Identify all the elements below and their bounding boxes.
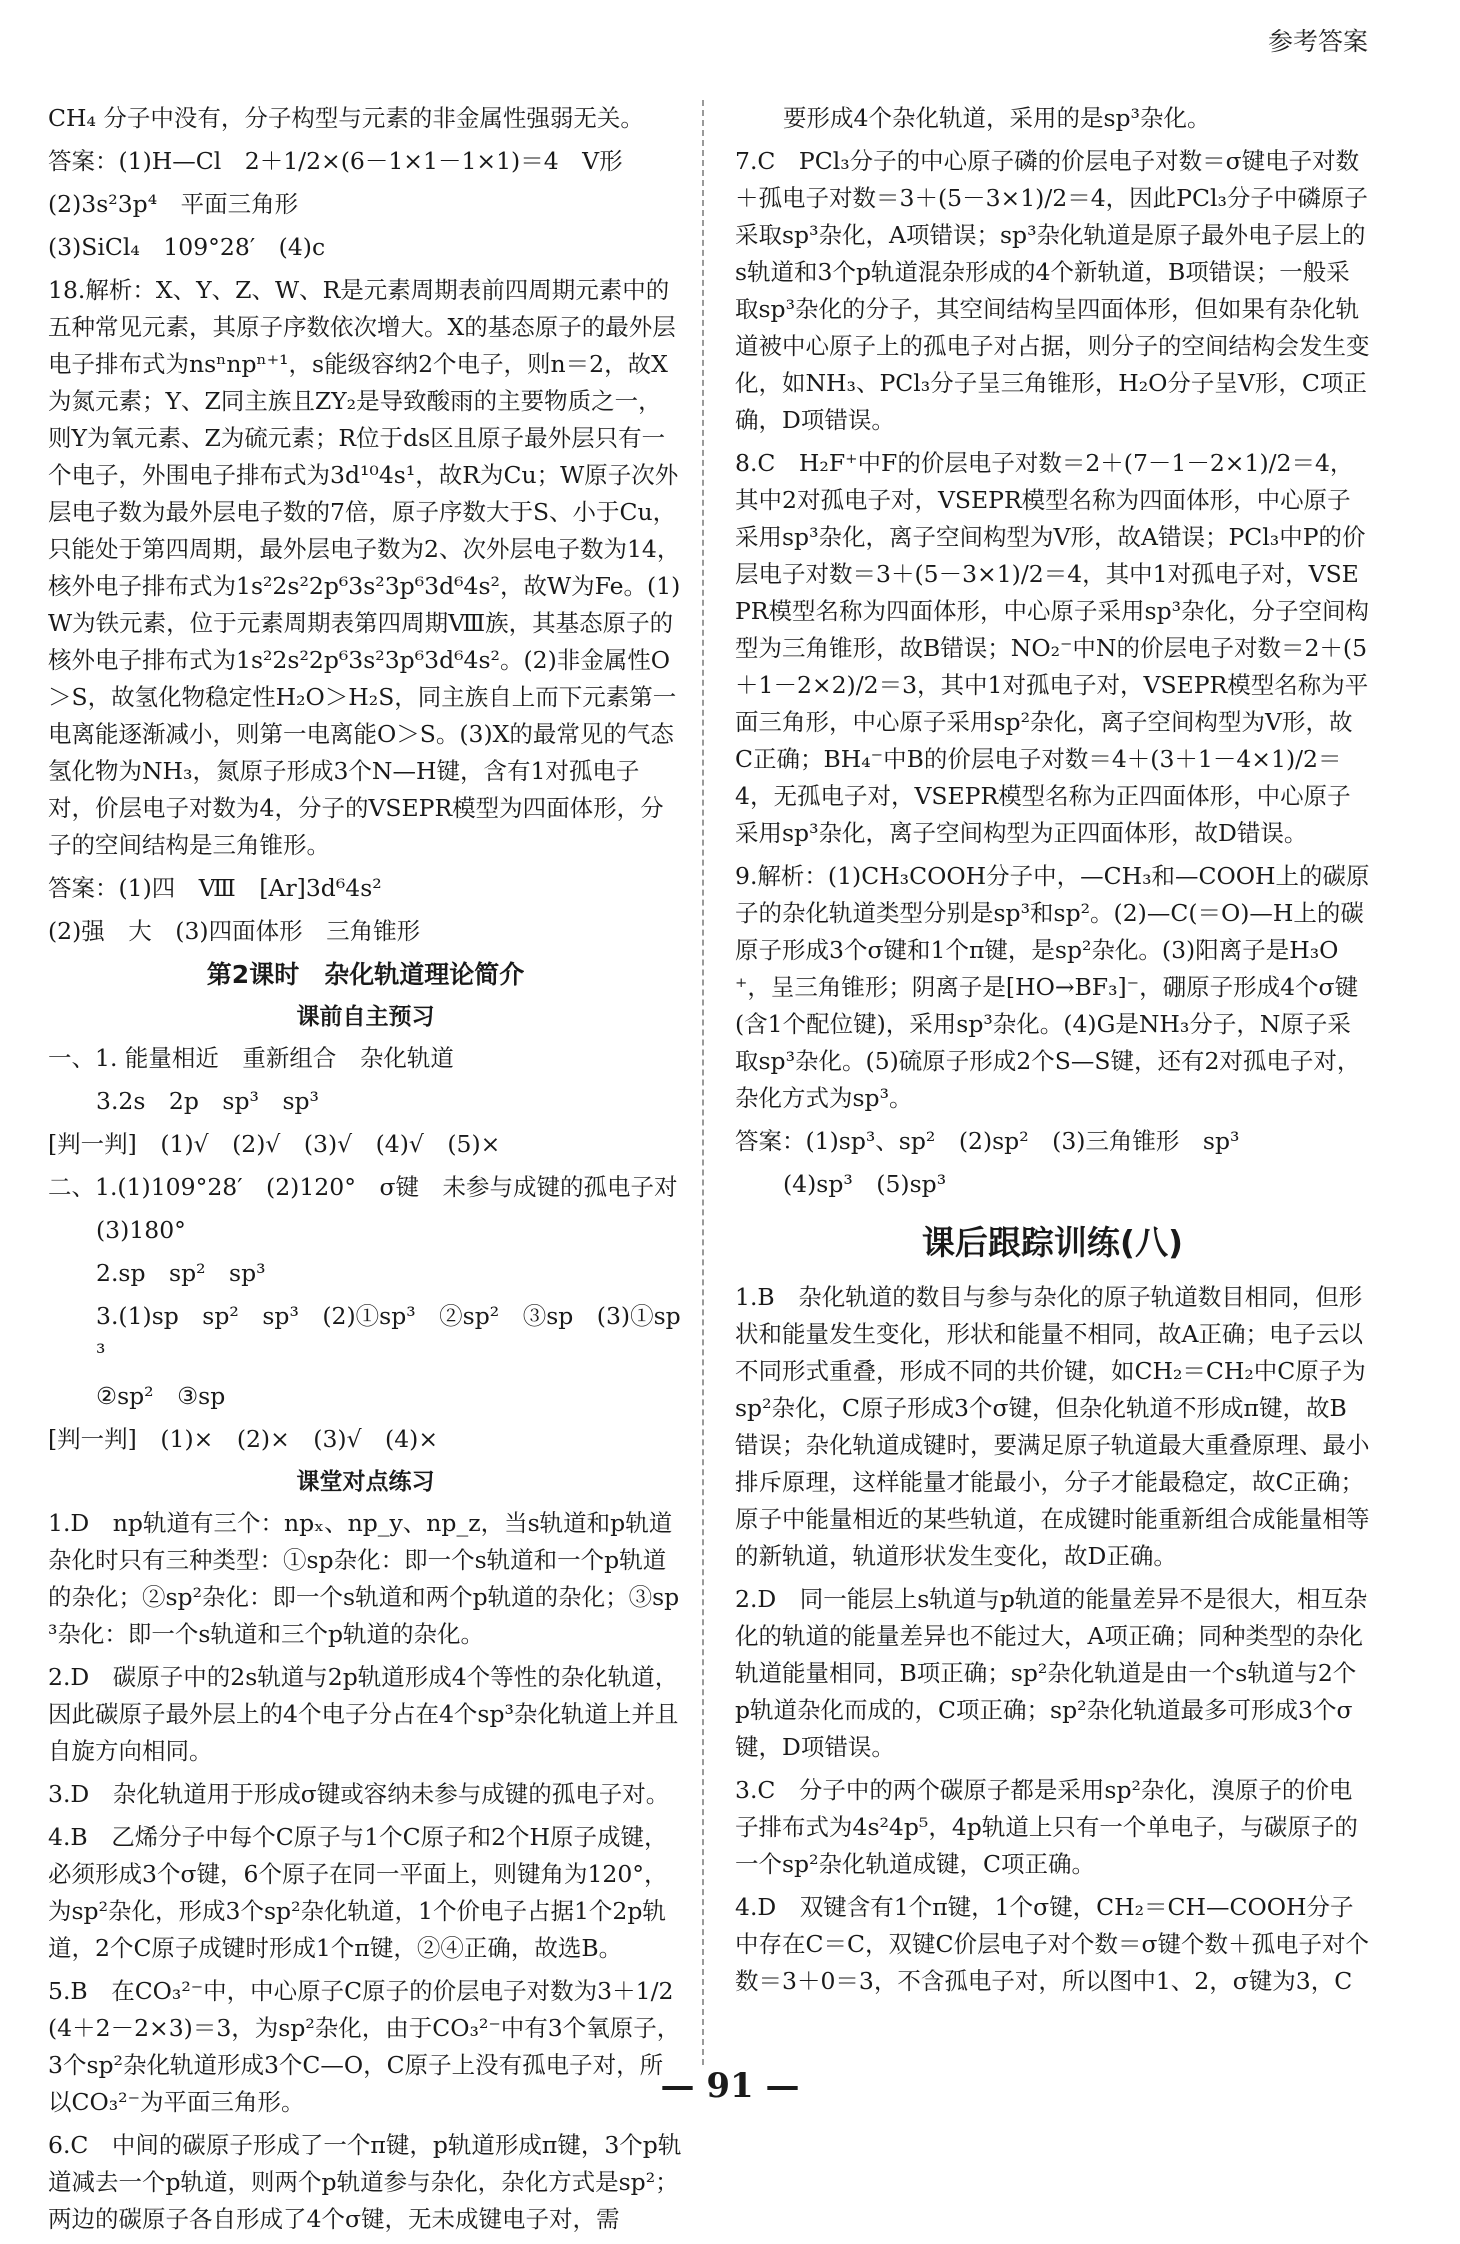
question-item: 9.解析：(1)CH₃COOH分子中，—CH₃和—COOH上的碳原子的杂化轨道类型分别是sp³和sp²。(2)—C(＝O)—H上的碳原子形成3个σ键和1个π键，是sp²杂化。(3)阳离子是H₃O⁺，呈三角锥形；阴离子是[HO→BF₃]⁻，硼原子形成4个σ键(含1个配位键)，采用sp³杂化。(4)G是NH₃分子，N原子采取sp³杂化。(5)硫原子形成2个S—S键，还有2对孤电子对，杂化方式为sp³。	[735, 862, 1370, 1112]
list-item: 一、1. 能量相近 重新组合 杂化轨道	[48, 1044, 454, 1072]
subsection-title: 课前自主预习	[296, 1004, 435, 1030]
question-item: 4.D 双键含有1个π键，1个σ键，CH₂＝CH—COOH分子中存在C＝C，双键C价层电子对个数＝σ键个数＋孤电子对个数＝3＋0＝3，不含孤电子对，所以图中1、2，σ键为3，C	[735, 1893, 1369, 1995]
answer: 答案：(1)四 Ⅷ [Ar]3d⁶4s²	[48, 874, 382, 902]
answer-line: (2)强 大 (3)四面体形 三角锥形	[48, 917, 421, 945]
question-item: 6.C 中间的碳原子形成了一个π键，p轨道形成π键，3个p轨道减去一个p轨道，则两个p轨道参与杂化，杂化方式是sp²；两边的碳原子各自形成了4个σ键，无未成键电子对，需	[48, 2131, 682, 2233]
answer: 答案：(1)H—Cl 2＋1/2×(6－1×1－1×1)＝4 V形	[48, 147, 623, 175]
list-item: 3.(1)sp sp² sp³ (2)①sp³ ②sp² ③sp (3)①sp³	[96, 1302, 681, 1367]
section-title: 第2课时 杂化轨道理论简介	[206, 960, 525, 989]
answer-line: (2)3s²3p⁴ 平面三角形	[48, 190, 299, 218]
right-column	[735, 100, 1370, 2006]
answer-line: (4)sp³ (5)sp³	[783, 1170, 947, 1198]
judge-line: [判一判] (1)× (2)× (3)√ (4)×	[48, 1425, 439, 1453]
column-divider	[702, 100, 704, 2065]
list-item: ②sp² ③sp	[96, 1382, 226, 1410]
question-item: 2.D 碳原子中的2s轨道与2p轨道形成4个等性的杂化轨道，因此碳原子最外层上的4个电子分占在4个sp³杂化轨道上并且自旋方向相同。	[48, 1663, 679, 1765]
question-18: 18.解析：X、Y、Z、W、R是元素周期表前四周期元素中的五种常见元素，其原子序数依次增大。X的基态原子的最外层电子排布式为nsⁿnpⁿ⁺¹，s能级容纳2个电子，则n＝2，故X为氮元素；Y、Z同主族且ZY₂是导致酸雨的主要物质之一，则Y为氧元素、Z为硫元素；R位于ds区且原子最外层只有一个电子，外围电子排布式为3d¹⁰4s¹，故R为Cu；W原子次外层电子数为最外层电子数的7倍，原子序数大于S、小于Cu，只能处于第四周期，最外层电子数为2、次外层电子数为14，核外电子排布式为1s²2s²2p⁶3s²3p⁶3d⁶4s²，故W为Fe。(1)W为铁元素，位于元素周期表第四周期Ⅷ族，其基态原子的核外电子排布式为1s²2s²2p⁶3s²3p⁶3d⁶4s²。(2)非金属性O＞S，故氢化物稳定性H₂O＞H₂S，同主族自上而下元素第一电离能逐渐减小，则第一电离能O＞S。(3)X的最常见的气态氢化物为NH₃，氮原子形成3个N—H键，含有1对孤电子对，价层电子对数为4，分子的VSEPR模型为四面体形，分子的空间结构是三角锥形。	[48, 276, 681, 859]
subsection-title: 课堂对点练习	[296, 1469, 435, 1495]
list-item: 3.2s 2p sp³ sp³	[96, 1087, 319, 1115]
section-title: 课后跟踪训练(八)	[921, 1223, 1184, 1262]
paragraph: 要形成4个杂化轨道，采用的是sp³杂化。	[783, 104, 1211, 132]
answer: 答案：(1)sp³、sp² (2)sp² (3)三角锥形 sp³	[735, 1127, 1240, 1155]
page-number: — 91 —	[660, 2066, 800, 2106]
question-item: 8.C H₂F⁺中F的价层电子对数＝2＋(7－1－2×1)/2＝4，其中2对孤电子对，VSEPR模型名称为四面体形，中心原子采用sp³杂化，离子空间构型为V形，故A错误；PCl₃中P的价层电子对数＝3＋(5－3×1)/2＝4，其中1对孤电子对，VSEPR模型名称为四面体形，中心原子采用sp³杂化，分子空间构型为三角锥形，故B错误；NO₂⁻中N的价层电子对数＝2＋(5＋1－2×2)/2＝3，其中1对孤电子对，VSEPR模型名称为平面三角形，中心原子采用sp²杂化，离子空间构型为V形，故C正确；BH₄⁻中B的价层电子对数＝4＋(3＋1－4×1)/2＝4，无孤电子对，VSEPR模型名称为正四面体形，中心原子采用sp³杂化，离子空间构型为正四面体形，故D错误。	[735, 449, 1370, 847]
header-label: 参考答案	[1267, 27, 1368, 56]
question-item: 4.B 乙烯分子中每个C原子与1个C原子和2个H原子成键，必须形成3个σ键，6个原子在同一平面上，则键角为120°，为sp²杂化，形成3个sp²杂化轨道，1个价电子占据1个2p轨道，2个C原子成键时形成1个π键，②④正确，故选B。	[48, 1823, 668, 1962]
paragraph: CH₄ 分子中没有，分子构型与元素的非金属性强弱无关。	[48, 104, 644, 132]
question-item: 3.D 杂化轨道用于形成σ键或容纳未参与成键的孤电子对。	[48, 1780, 670, 1808]
left-column	[48, 100, 683, 2244]
question-item: 1.B 杂化轨道的数目与参与杂化的原子轨道数目相同，但形状和能量发生变化，形状和能量不相同，故A正确；电子云以不同形式重叠，形成不同的共价键，如CH₂＝CH₂中C原子为sp²杂化，C原子形成3个σ键，但杂化轨道不形成π键，故B错误；杂化轨道成键时，要满足原子轨道最大重叠原理、最小排斥原理，这样能量才能最小，分子才能最稳定，故C正确；原子中能量相近的某些轨道，在成键时能重新组合成能量相等的新轨道，轨道形状发生变化，故D正确。	[735, 1283, 1370, 1570]
answer-line: (3)SiCl₄ 109°28′ (4)c	[48, 233, 326, 261]
list-item: 2.sp sp² sp³	[96, 1259, 266, 1287]
question-item: 1.D np轨道有三个：npₓ、np_y、np_z，当s轨道和p轨道杂化时只有三种类型：①sp杂化：即一个s轨道和一个p轨道的杂化；②sp²杂化：即一个s轨道和两个p轨道的杂化；③sp³杂化：即一个s轨道和三个p轨道的杂化。	[48, 1509, 680, 1648]
question-item: 3.C 分子中的两个碳原子都是采用sp²杂化，溴原子的价电子排布式为4s²4p⁵，4p轨道上只有一个单电子，与碳原子的一个sp²杂化轨道成键，C项正确。	[735, 1776, 1358, 1878]
list-item: (3)180°	[96, 1216, 186, 1244]
question-item: 2.D 同一能层上s轨道与p轨道的能量差异不是很大，相互杂化的轨道的能量差异也不能过大，A项正确；同种类型的杂化轨道能量相同，B项正确；sp²杂化轨道是由一个s轨道与2个p轨道杂化而成的，C项正确；sp²杂化轨道最多可形成3个σ键，D项错误。	[735, 1585, 1368, 1761]
question-item: 7.C PCl₃分子的中心原子磷的价层电子对数＝σ键电子对数＋孤电子对数＝3＋(5－3×1)/2＝4，因此PCl₃分子中磷原子采取sp³杂化，A项错误；sp³杂化轨道是原子最外电子层上的s轨道和3个p轨道混杂形成的4个新轨道，B项错误；一般采取sp³杂化的分子，其空间结构呈四面体形，但如果有杂化轨道被中心原子上的孤电子对占据，则分子的空间结构会发生变化，如NH₃、PCl₃分子呈三角锥形，H₂O分子呈V形，C项正确，D项错误。	[735, 147, 1370, 434]
list-item: 二、1.(1)109°28′ (2)120° σ键 未参与成键的孤电子对	[48, 1173, 678, 1201]
judge-line: [判一判] (1)√ (2)√ (3)√ (4)√ (5)×	[48, 1130, 501, 1158]
question-item: 5.B 在CO₃²⁻中，中心原子C原子的价层电子对数为3＋1/2(4＋2－2×3)＝3，为sp²杂化，由于CO₃²⁻中有3个氧原子，3个sp²杂化轨道形成3个C—O，C原子上没有孤电子对，所以CO₃²⁻为平面三角形。	[48, 1977, 681, 2116]
